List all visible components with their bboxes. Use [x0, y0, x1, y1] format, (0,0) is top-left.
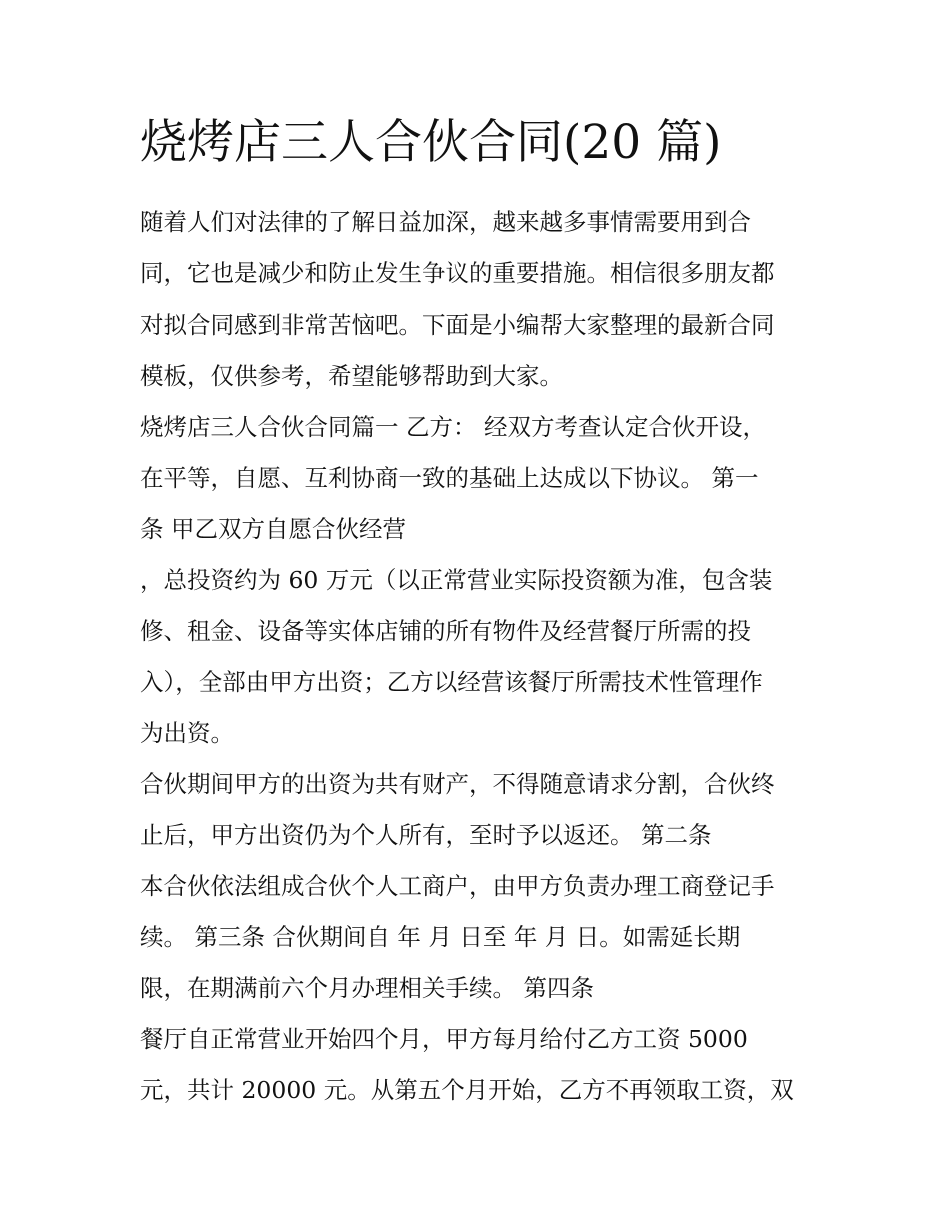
body-line: 限，在期满前六个月办理相关手续。 第四条	[140, 974, 594, 1002]
body-line: 烧烤店三人合伙合同篇一 乙方： 经双方考查认定合伙开设，	[140, 413, 766, 441]
body-line: 续。 第三条 合伙期间自 年 月 日至 年 月 日。如需延长期	[140, 923, 741, 951]
body-line: 餐厅自正常营业开始四个月，甲方每月给付乙方工资 5000	[140, 1025, 748, 1053]
body-line: 对拟合同感到非常苦恼吧。下面是小编帮大家整理的最新合同	[140, 311, 775, 339]
body-line: 止后，甲方出资仍为个人所有，至时予以返还。 第二条	[140, 821, 712, 849]
body-line: 元，共计 20000 元。从第五个月开始，乙方不再领取工资，双	[140, 1076, 794, 1104]
body-line: 修、租金、设备等实体店铺的所有物件及经营餐厅所需的投	[140, 617, 751, 645]
document-title: 烧烤店三人合伙合同(20 篇)	[140, 115, 722, 170]
body-line: 在平等，自愿、互利协商一致的基础上达成以下协议。 第一	[140, 464, 759, 492]
body-line: ，总投资约为 60 万元（以正常营业实际投资额为准，包含装	[140, 566, 773, 594]
body-line: 条 甲乙双方自愿合伙经营	[140, 515, 406, 543]
body-line: 本合伙依法组成合伙个人工商户，由甲方负责办理工商登记手	[140, 872, 775, 900]
body-line: 同，它也是减少和防止发生争议的重要措施。相信很多朋友都	[140, 259, 775, 287]
body-line: 入），全部由甲方出资；乙方以经营该餐厅所需技术性管理作	[140, 668, 763, 696]
body-line: 随着人们对法律的了解日益加深，越来越多事情需要用到合	[140, 208, 751, 236]
body-line: 合伙期间甲方的出资为共有财产，不得随意请求分割，合伙终	[140, 770, 775, 798]
body-line: 为出资。	[140, 719, 234, 747]
body-line: 模板，仅供参考，希望能够帮助到大家。	[140, 362, 563, 390]
